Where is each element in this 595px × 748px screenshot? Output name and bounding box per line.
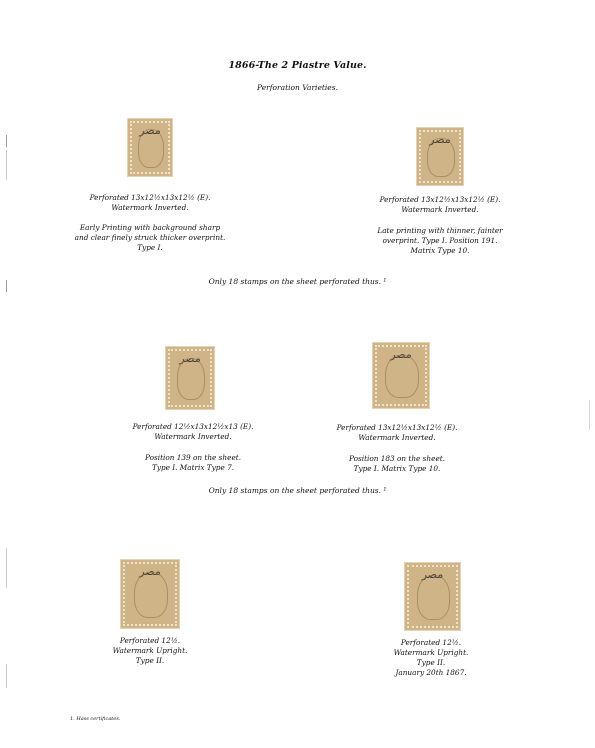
caption-row3-left — [45, 636, 255, 666]
caption-row2-right — [292, 423, 502, 443]
stamp-image-row3-left — [121, 560, 179, 628]
caption-row3-right — [326, 638, 536, 678]
stamp-overprint: مصر — [429, 133, 451, 146]
stamp-overprint: مصر — [179, 352, 201, 365]
note-line: Type I. Matrix Type 10. — [353, 464, 441, 473]
page-title: 1866-The 2 Piastre Value. — [228, 60, 367, 71]
caption-perforation: Perforated 13x12½x13x12½ (E). — [336, 423, 458, 432]
caption-row1-left — [45, 193, 255, 213]
sheet-note-row2: Only 18 stamps on the sheet perforated thus. ¹ — [208, 486, 387, 495]
caption-type: Type II. — [416, 658, 446, 667]
caption-perforation: Perforated 12½. — [400, 638, 462, 647]
stamp-overprint: مصر — [139, 565, 161, 578]
stamp-image-row2-right — [373, 343, 429, 408]
note-line: Early Printing with background sharp — [79, 223, 221, 232]
caption-perforation: Perforated 12½x13x12½x13 (E). — [132, 422, 254, 431]
stamp-overprint: مصر — [421, 568, 444, 581]
caption-watermark: Watermark Upright. — [112, 646, 188, 655]
stamp-image-row1-left — [128, 119, 172, 176]
note-line: Matrix Type 10. — [410, 246, 470, 255]
caption-date: January 20th 1867. — [395, 668, 467, 677]
caption-perforation: Perforated 13x12½x13x12½ (E). — [379, 195, 501, 204]
caption-row2-left — [88, 422, 298, 442]
scan-margin-mark — [6, 664, 7, 688]
scan-margin-mark — [6, 135, 7, 147]
caption-type: Type II. — [135, 656, 165, 665]
stamp-image-row1-right — [417, 128, 463, 185]
caption-perforation: Perforated 12½. — [119, 636, 181, 645]
stamp-image-row3-right — [405, 563, 460, 630]
caption-watermark: Watermark Inverted. — [111, 203, 189, 212]
caption-watermark: Watermark Inverted. — [401, 205, 479, 214]
note-line: Position 139 on the sheet. — [144, 453, 242, 462]
scan-margin-mark — [589, 400, 590, 430]
caption-watermark: Watermark Upright. — [393, 648, 469, 657]
note-row1-right — [335, 226, 545, 256]
sheet-note-row1: Only 18 stamps on the sheet perforated thus. ¹ — [208, 277, 387, 286]
note-row1-left — [45, 223, 255, 253]
note-line: Type I. Matrix Type 7. — [151, 463, 235, 472]
caption-perforation: Perforated 13x12½x13x12½ (E). — [89, 193, 211, 202]
note-line: and clear finely struck thicker overprint. — [74, 233, 226, 242]
page-subtitle: Perforation Varieties. — [257, 83, 338, 92]
scan-margin-mark — [6, 150, 7, 180]
stamp-image-row2-left — [166, 347, 214, 409]
scan-margin-mark — [6, 280, 7, 292]
note-line: overprint. Type I. Position 191. — [382, 236, 498, 245]
note-line: Position 183 on the sheet. — [348, 454, 446, 463]
footnote: 1. Hass certificates. — [70, 716, 121, 722]
note-row2-right — [292, 454, 502, 474]
note-line: Late printing with thinner, fainter — [377, 226, 503, 235]
caption-row1-right — [335, 195, 545, 215]
caption-watermark: Watermark Inverted. — [154, 432, 232, 441]
note-row2-left — [88, 453, 298, 473]
note-line: Type I. — [137, 243, 163, 252]
stamp-overprint: مصر — [139, 124, 161, 137]
scan-margin-mark — [6, 548, 7, 588]
stamp-overprint: مصر — [390, 348, 412, 361]
caption-watermark: Watermark Inverted. — [358, 433, 436, 442]
